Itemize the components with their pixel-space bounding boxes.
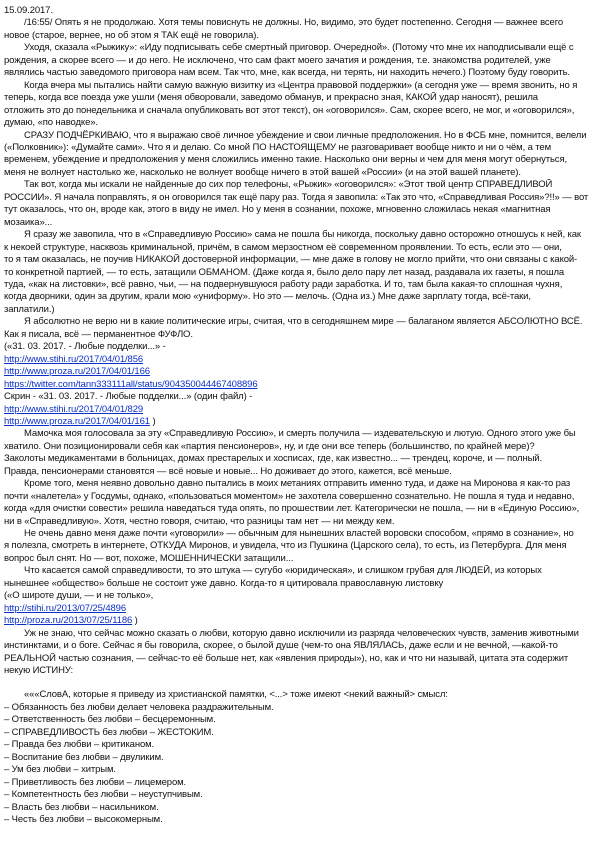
text-line: – Ответственность без любви – бесцеремонным. — [4, 714, 216, 726]
text-line: («О широте души, — и не только», — [4, 590, 154, 602]
blank-line — [4, 677, 596, 689]
text-line: рождения, а скорее всего — и до него. Не исключено, что сам факт моего зачатия и рождения, т.е. знакомства родителей, уже — [4, 54, 551, 66]
text-line: почти «налетела» у Госдумы, однако, «пользоваться моментом» не захотела совершенно сознательно. Не пошла я туда и недавно, — [4, 490, 575, 502]
date-line: 15.09.2017. — [4, 5, 53, 16]
text-line: хватило. Они позиционировали себя как «партия пенсионеров», ну, и где они все теперь (большинство, по крайней мере)? — [4, 440, 535, 452]
text-line: СРАЗУ ПОДЧЁРКИВАЮ, что я выражаю своё личное убеждение и свои личные предположения. Но в ФСБ мне, помнится, велели — [24, 129, 587, 141]
text-line: Я сразу же завопила, что в «Справедливую Россию» сама не пошла бы никогда, поскольку давно осторожно отношусь к ней, как — [24, 229, 581, 241]
text-line: /16:55/ Опять я не продолжаю. Хотя темы повиснуть не должны. Но, видимо, это будет постепенно. Сегодня — важнее всего — [24, 17, 564, 29]
text-line: временем, убеждение и предположения у меня сложились именно такие. Насколько они верны и чем для меня могут обернуться, — [4, 154, 567, 166]
text-line: РЕАЛЬНОЙ частью сознания, — сейчас-то её больше нет, как «явления природы»), но, как и что ни называй, цитата эта содержит — [4, 652, 569, 664]
hyperlink[interactable]: http://www.proza.ru/2017/04/01/166 — [4, 366, 150, 378]
text-line: («31. 03. 2017. - Любые подделки...» - — [4, 341, 166, 353]
link-line — [4, 603, 596, 615]
hyperlink[interactable]: http://www.stihi.ru/2017/04/01/856 — [4, 353, 144, 365]
text-line: теперь, когда все поезда уже ушли (меня обворовали, заведомо обманув, и прекрасно зная, КАКОЙ удар наносят), решила — [4, 92, 538, 104]
text-line: Я абсолютно не верю ни в какие политические игры, считая, что в сегодняшнем мире — балаганом является АБСОЛЮТНО ВСЁ. — [24, 316, 583, 328]
text-line: вопрос был снят. Но — вот, похоже, МОШЕННИЧЕСКИ затащили... — [4, 552, 294, 564]
text-line: Скрин - «31. 03. 2017. - Любые подделки...» (один файл) - — [4, 391, 253, 403]
text-line: думаю, «по наводке». — [4, 117, 98, 129]
hyperlink[interactable]: http://proza.ru/2013/07/25/1186 — [4, 615, 133, 627]
text-line: – Правда без любви – критиканом. — [4, 739, 155, 751]
text-line: – СПРАВЕДЛИВОСТЬ без любви – ЖЕСТОКИМ. — [4, 726, 214, 738]
text-line: меня не волнует настолько же, насколько не волнует вообще ничего в этой вашей «России» (и на этой вашей планете). — [4, 166, 521, 178]
document-body — [4, 17, 596, 826]
hyperlink[interactable]: https://twitter.com/tann333111all/status/904350044467408896 — [4, 378, 258, 390]
link-line — [4, 615, 596, 627]
text-line: к некоей структуре, насквозь криминальной, причём, в самом мерзостном её современном проявлении. То есть, если это — они, — [4, 241, 562, 253]
link-line — [4, 416, 596, 428]
text-line: являлись частью заведомого приговора нам всем. Так что, мне, как всегда, ни терять, ни находить нечего.) Поэтому буду говорить. — [4, 67, 570, 79]
text-line: Что касается самой справедливости, то это штука — сугубо «юридическая», и слишком грубая для ЛЮДЕЙ, из которых — [24, 565, 542, 577]
text-line: Кроме того, меня неявно довольно давно пытались в моих метаниях отправить именно туда, и даже на Миронова я как-то раз — [24, 478, 571, 490]
link-line — [4, 379, 596, 391]
text-line: Мамочка моя голосовала за эту «Справедливую Россию», и смерть получила — издевательскую и лютую. Одного этого уже бы — [24, 428, 576, 440]
text-line: «««СловА, которые я приведу из христианской памятки, <...> тоже имеют <некий важный> смысл: — [24, 689, 448, 701]
hyperlink[interactable]: http://www.stihi.ru/2017/04/01/829 — [4, 403, 144, 415]
text-line: то я там оказалась, не поучив НИКАКОЙ достоверной информации, — мне даже в голову не могло прийти, что они связаны с какой- — [4, 254, 578, 266]
hyperlink[interactable]: http://stihi.ru/2013/07/25/4896 — [4, 602, 126, 614]
text-line: Как я писала, всё — перманентное ФУФЛО. — [4, 328, 193, 340]
link-line — [4, 366, 596, 378]
text-line: – Приветливость без любви – лицемером. — [4, 776, 187, 788]
link-line — [4, 354, 596, 366]
text-line: инстинктами, и о боге. Сейчас я бы говорила, скорее, о былой душе (чем-то она ЯВЛЯЛАСЬ, даже если и не вечной, —какой-то — [4, 640, 558, 652]
text-line: РОССИИ». Я начала поправлять, я он оговорился так ещё пару раз. Тогда я завопила: «Так это что, «Справедливая Россия»?!!» — вот — [4, 191, 589, 203]
text-line: Уж не знаю, что сейчас можно сказать о любви, которую давно исключили из разряда человеческих чувств, заменив животными — [24, 627, 579, 639]
text-line: ни в «Справедливую». Хотя, честно говоря, считаю, что разницы там нет — ни между кем. — [4, 515, 395, 527]
text-line: нынешнее «общество» больше не состоит уже давно. Когда-то я цитировала православную листовку — [4, 577, 444, 589]
link-suffix: ) — [132, 615, 138, 627]
text-line: Не очень давно меня даже почти «уговорили» — обычным для нынешних властей воровски способом, «прямо в сознание», но — [24, 528, 574, 540]
link-suffix: ) — [149, 415, 156, 427]
text-line: – Власть без любви – насильником. — [4, 801, 159, 813]
text-line: – Ум без любви – хитрым. — [4, 764, 116, 776]
text-line: мозаика»... — [4, 216, 53, 228]
text-line: Заколоты медикаментами в больницах, домах престарелых и хосписах, где, как известно... — трендец, короче, и — полный. — [4, 453, 542, 465]
text-line: Правда, пенсионерами становятся — всё новые и новые... Но доживает до этого, кажется, всё меньше. — [4, 465, 452, 477]
text-line: новое (старое, вернее, но об этом я ТАК ещё не говорила). — [4, 29, 259, 41]
text-line: Когда вчера мы пытались найти самую важную визитку из «Центра правовой поддержки» (а сегодня уже — время звонить, но я — [24, 79, 578, 91]
text-line: – Обязанность без любви делает человека раздражительным. — [4, 701, 274, 713]
text-line: Так вот, когда мы искали не найденные до сих пор телефоны, «Рыжик» «оговорился»: «Этот твой центр СПРАВЕДЛИВОЙ — [24, 179, 553, 191]
text-line: – Честь без любви – высокомерным. — [4, 814, 163, 825]
text-line: туда, «как на листовки», всё равно, чьи, — на подвернувшуюся работу ради заработка. И то, там была какая-то сплошная чухня, — [4, 278, 563, 290]
text-line: отложить это до понедельника и сначала опубликовать вот этот текст), он «оговорился». Сам, скорее всего, не мог, и «оговорился», — [4, 104, 575, 116]
text-line: – Компетентность без любви – неуступчивым. — [4, 789, 203, 801]
text-line: – Воспитание без любви – двуликим. — [4, 751, 164, 763]
link-line — [4, 404, 596, 416]
text-line: некую ИСТИНУ: — [4, 665, 74, 677]
text-line: я полезла, смотреть в интернете, ОТКУДА Миронов, и увидела, что из Пушкина (Царского села), то есть, из Петербурга. Для меня — [4, 540, 567, 552]
text-line: когда «для очистки совести» решила наведаться туда опять, по прошествии лет. Категорически не пошла, — ни в «Единую Россию», — [4, 503, 580, 515]
text-line: заплатили.) — [4, 303, 55, 315]
text-line: когда дворники, один за другим, крали мою «униформу». Но это — мелочь. (Одна из.) Мне даже зарплату тогда, всё-таки, — [4, 291, 531, 303]
text-line: («Полковник»): «Думайте сами». Что я и делаю. Со мной ПО НАСТОЯЩЕМУ не разговаривает вообще никто и ни о чём, а тем — [4, 141, 551, 153]
text-line: то конкретной партией, — то есть, затащили ОБМАНОМ. (Даже когда я, было дело пару лет назад, раздавала их газеты, я пошла — [4, 266, 565, 278]
text-line: Уходя, сказала «Рыжику»: «Иду подписывать себе смертный приговор. Очередной». (Потому что мне их наподписывали ещё с — [24, 42, 574, 54]
text-line: тут оказалось, что он, вроде как, этого в виду не имел. Но у меня в сознании, похоже, мгновенно сложилась некая «магнитная — [4, 204, 551, 216]
hyperlink[interactable]: http://www.proza.ru/2017/04/01/161 — [4, 415, 150, 427]
